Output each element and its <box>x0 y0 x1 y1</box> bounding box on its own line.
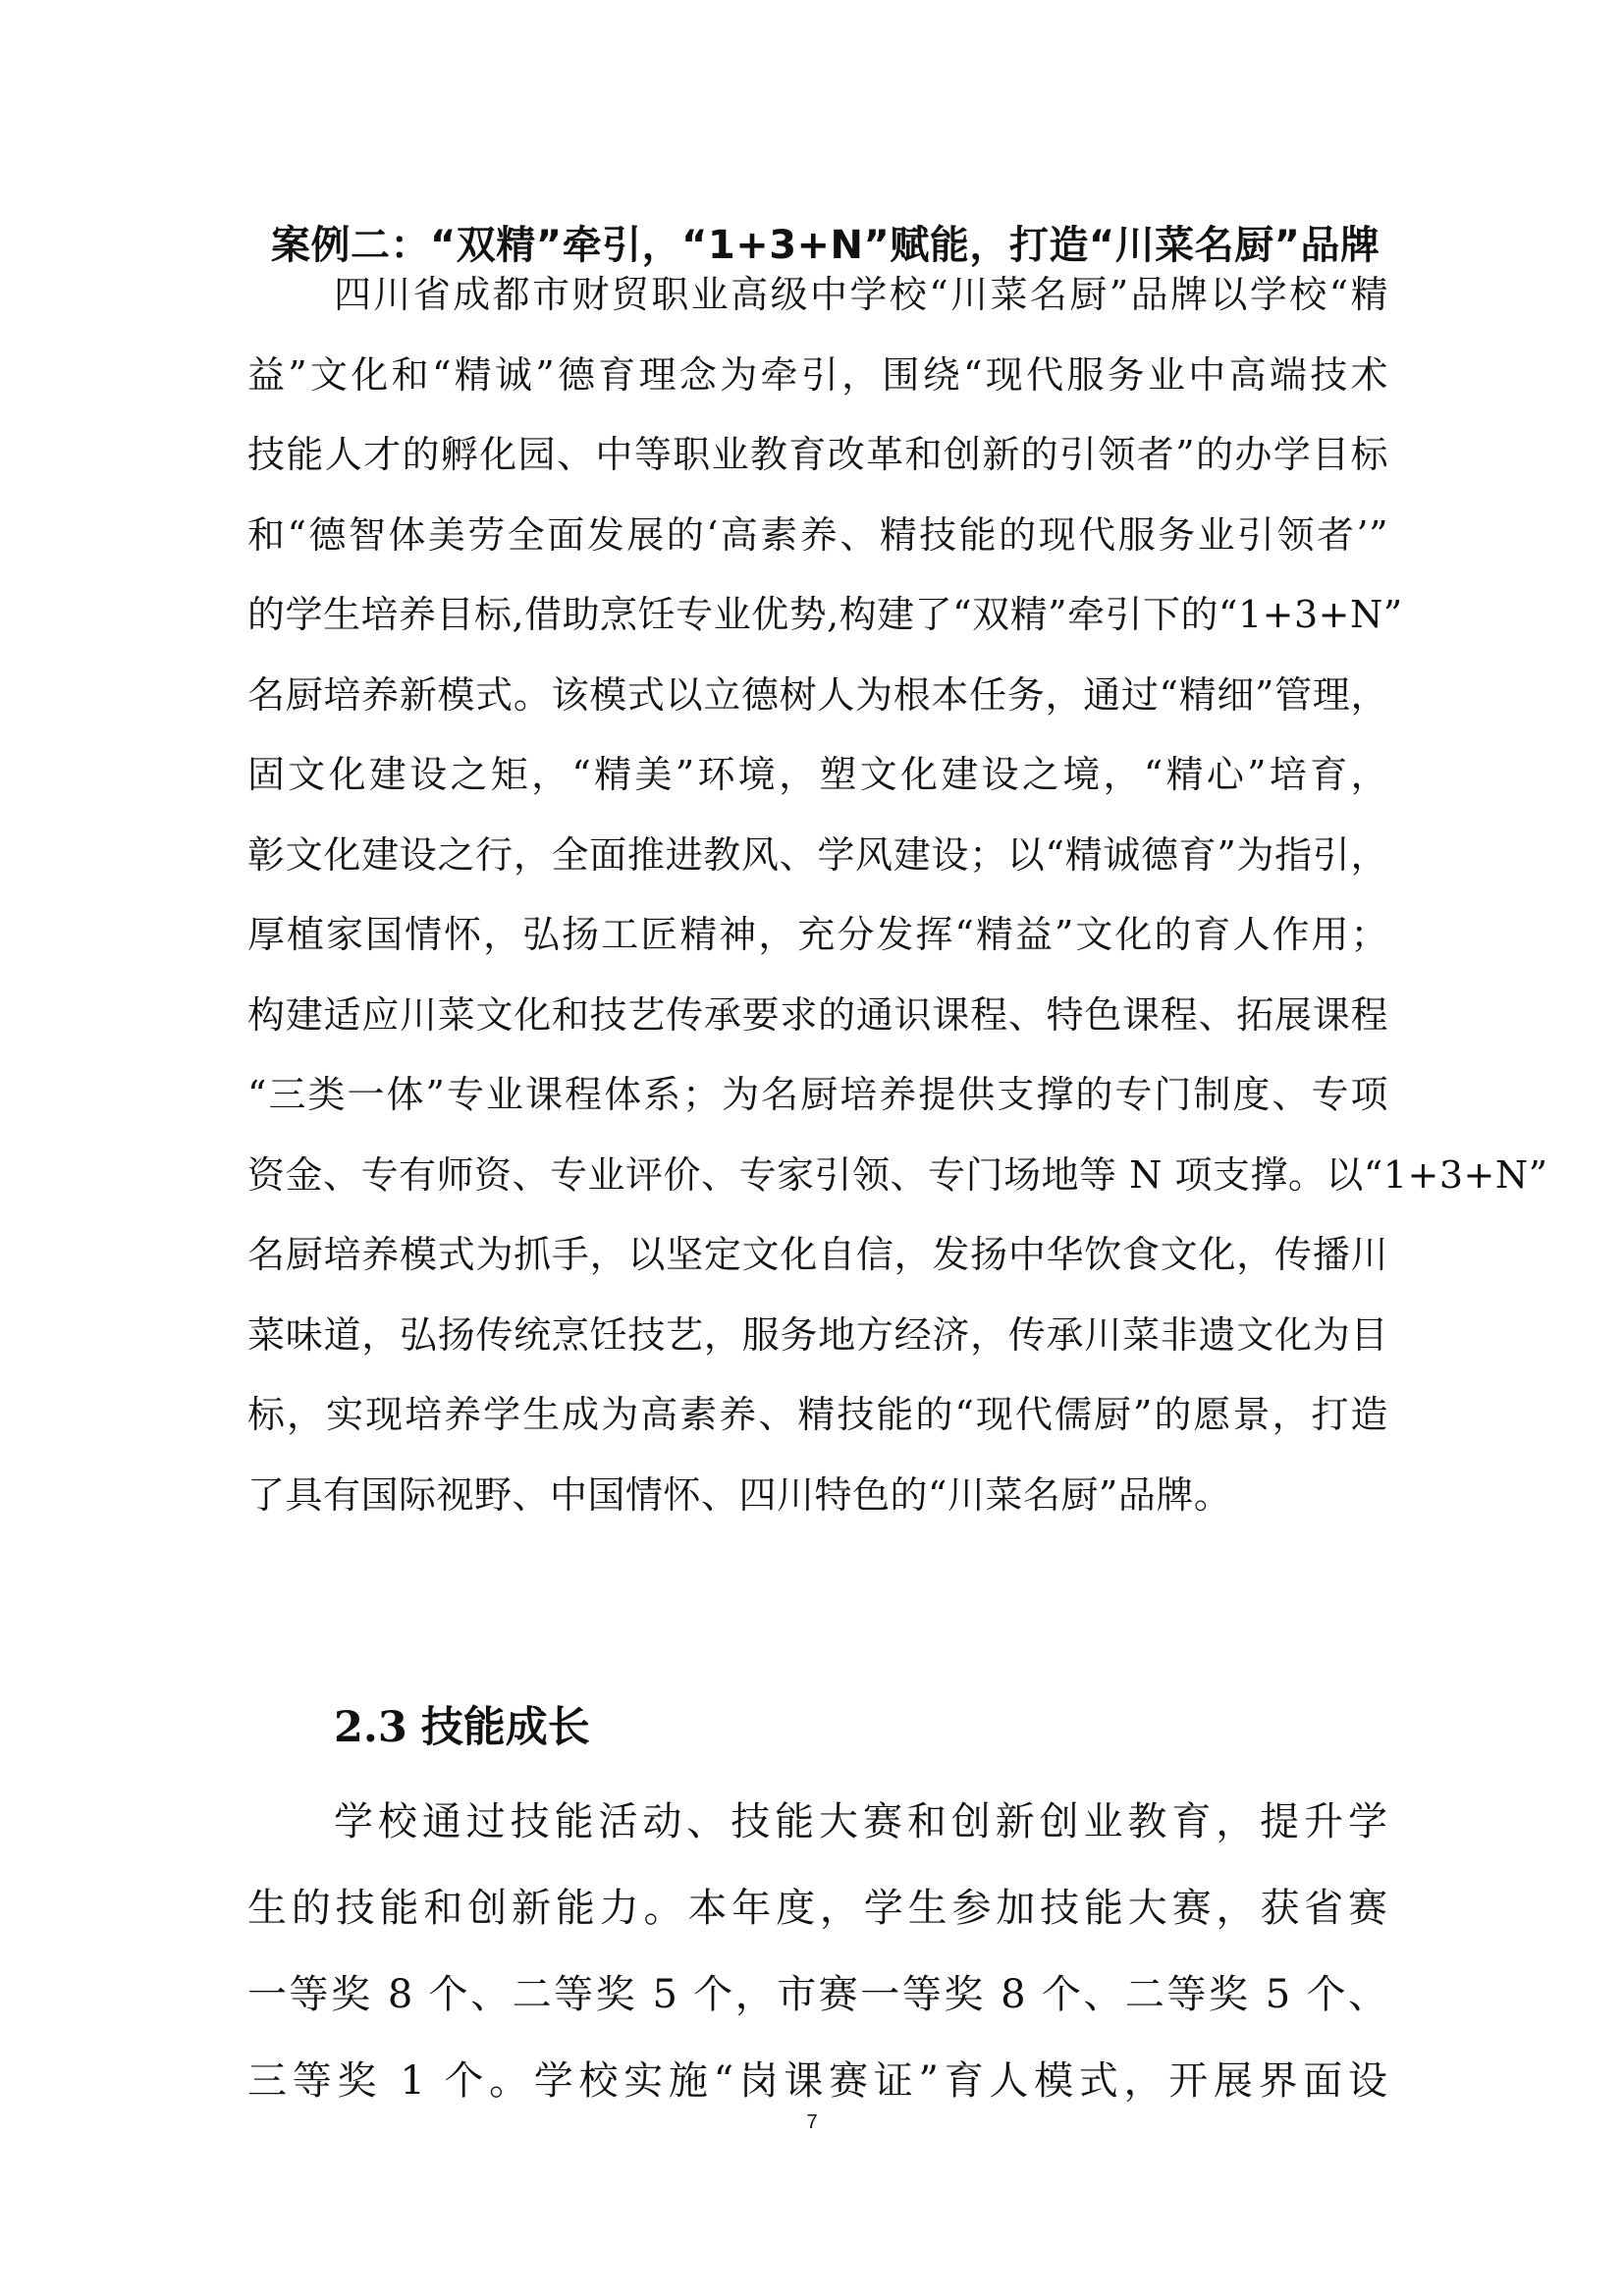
case-paragraph-line: 的学生培养目标,借助烹饪专业优势,构建了“双精”牵引下的“1+3+N” <box>247 593 1403 636</box>
case-paragraph-line: 了具有国际视野、中国情怀、四川特色的“川菜名厨”品牌。 <box>247 1472 1232 1517</box>
case-paragraph-line: 名厨培养模式为抓手，以坚定文化自信，发扬中华饮食文化，传播川 <box>247 1233 1388 1276</box>
case-title: 案例二：“双精”牵引，“1+3+N”赋能，打造“川菜名厨”品牌 <box>271 223 1380 268</box>
case-body <box>247 255 1548 1535</box>
section-body <box>247 1779 1388 2124</box>
case-paragraph-line: 技能人才的孵化园、中等职业教育改革和创新的引领者”的办学目标 <box>247 433 1388 476</box>
case-paragraph-line: 厚植家国情怀，弘扬工匠精神，充分发挥“精益”文化的育人作用； <box>247 913 1388 956</box>
case-paragraph-line: 构建适应川菜文化和技艺传承要求的通识课程、特色课程、拓展课程 <box>247 992 1388 1037</box>
section-number: 2.3 <box>334 1703 407 1752</box>
case-paragraph-line: 和“德智体美劳全面发展的‘高素养、精技能的现代服务业引领者’” <box>247 512 1388 557</box>
section-paragraph-line: 学校通过技能活动、技能大赛和创新创业教育，提升学 <box>334 1799 1388 1844</box>
section-title: 技能成长 <box>420 1703 590 1752</box>
section-paragraph-line: 生的技能和创新能力。本年度，学生参加技能大赛，获省赛 <box>247 1886 1388 1931</box>
section-heading <box>334 1700 590 1755</box>
case-paragraph-line: 名厨培养新模式。该模式以立德树人为根本任务，通过“精细”管理， <box>247 672 1388 717</box>
section-paragraph-line: 一等奖 8 个、二等奖 5 个，市赛一等奖 8 个、二等奖 5 个、 <box>247 1972 1388 2017</box>
case-paragraph-line: 固文化建设之矩，“精美”环境，塑文化建设之境，“精心”培育， <box>247 753 1388 796</box>
section-paragraph-line: 三等奖 1 个。学校实施“岗课赛证”育人模式，开展界面设 <box>247 2058 1388 2104</box>
case-paragraph-line: 益”文化和“精诚”德育理念为牵引，围绕“现代服务业中高端技术 <box>247 352 1388 397</box>
case-paragraph-line: 四川省成都市财贸职业高级中学校“川菜名厨”品牌以学校“精 <box>334 273 1388 316</box>
case-paragraph-line: 菜味道，弘扬传统烹饪技艺，服务地方经济，传承川菜非遗文化为目 <box>247 1312 1388 1357</box>
case-paragraph-line: 资金、专有师资、专业评价、专家引领、专门场地等 N 项支撑。以“1+3+N” <box>247 1152 1548 1197</box>
case-paragraph-line: 标，实现培养学生成为高素养、精技能的“现代儒厨”的愿景，打造 <box>247 1393 1388 1436</box>
page-number: 7 <box>806 2111 818 2133</box>
case-paragraph-line: 彰文化建设之行，全面推进教风、学风建设；以“精诚德育”为指引， <box>247 832 1388 877</box>
case-paragraph-line: “三类一体”专业课程体系；为名厨培养提供支撑的专门制度、专项 <box>247 1073 1388 1116</box>
